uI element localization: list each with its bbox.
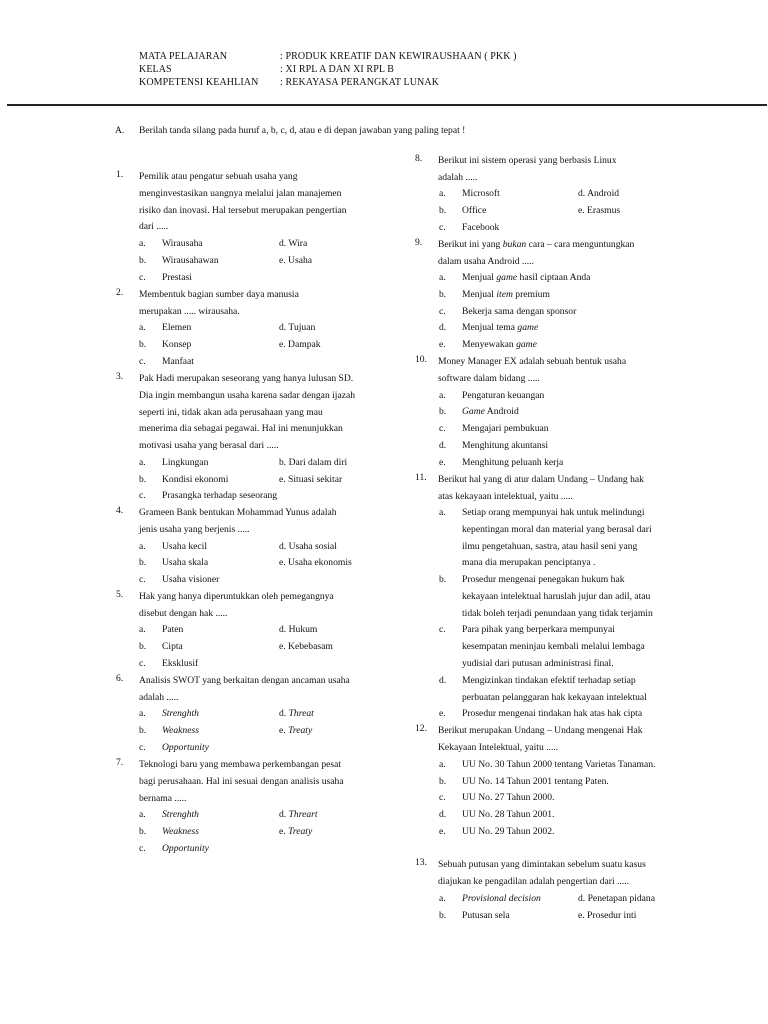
document-header xyxy=(139,50,517,89)
header-row-competency: KOMPETENSI KEAHLIAN : REKAYASA PERANGKAT LUNAK xyxy=(139,77,440,88)
header-row-class: KELAS : XI RPL A DAN XI RPL B xyxy=(139,64,395,75)
header-divider xyxy=(7,104,767,106)
instruction: A. Berilah tanda silang pada huruf a, b, c, d, atau e di depan jawaban yang paling tepat ! xyxy=(115,125,466,136)
header-row-subject: MATA PELAJARAN : PRODUK KREATIF DAN KEWIRAUSHAAN ( PKK ) xyxy=(139,51,517,62)
